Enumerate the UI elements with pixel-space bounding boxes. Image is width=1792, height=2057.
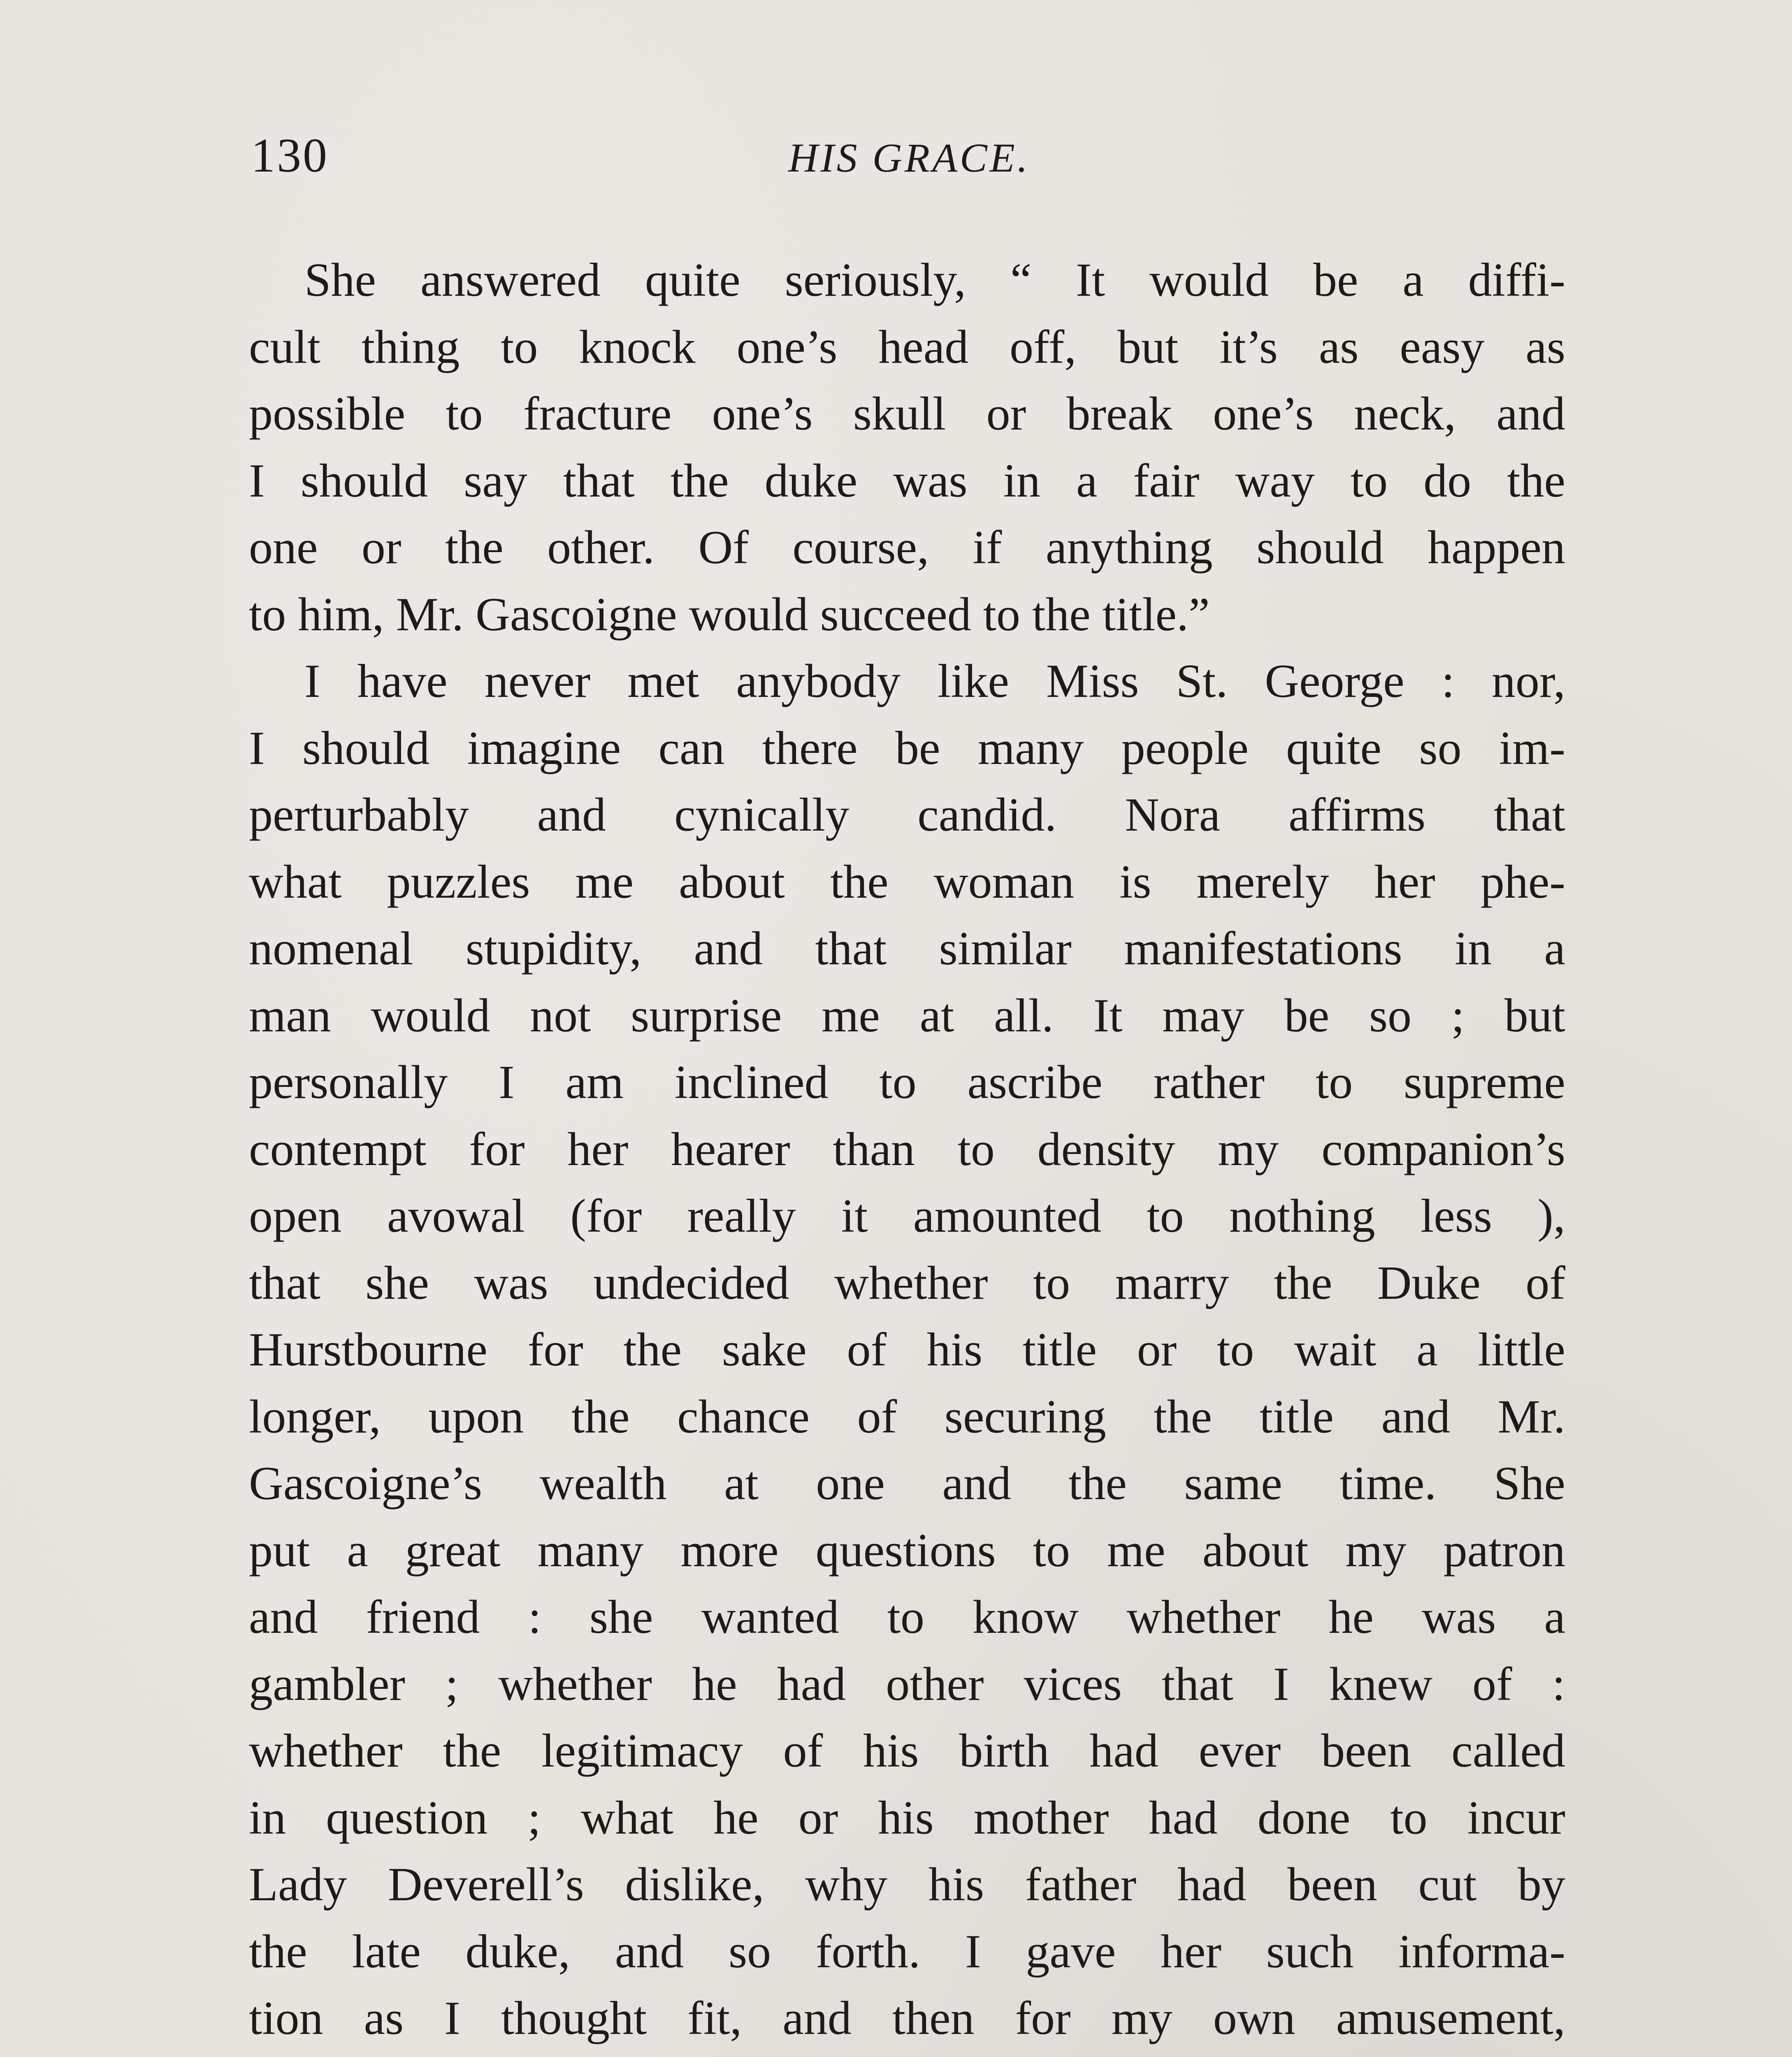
text-line: cult thing to knock one’s head off, but it’s as easy as xyxy=(249,320,1565,374)
text-line: what puzzles me about the woman is merely her phe- xyxy=(249,855,1565,908)
text-line: perturbably and cynically candid. Nora affirms that xyxy=(249,789,1565,841)
text-line: whether the legitimacy of his birth had ever been called xyxy=(249,1725,1565,1777)
text-line: and friend : she wanted to know whether he was a xyxy=(249,1591,1565,1644)
body-text xyxy=(249,247,1565,2057)
text-line: Gascoigne’s wealth at one and the same time. She xyxy=(249,1457,1565,1510)
text-line: to him, Mr. Gascoigne would succeed to the title.” xyxy=(249,588,1210,641)
page-number: 130 xyxy=(251,128,329,182)
text-line: one or the other. Of course, if anything should happen xyxy=(249,521,1565,574)
text-line: Hurstbourne for the sake of his title or to wait a little xyxy=(249,1323,1565,1376)
text-line: in question ; what he or his mother had done to incur xyxy=(249,1791,1565,1844)
running-head: HIS GRACE. xyxy=(788,135,1030,181)
text-line: that she was undecided whether to marry the Duke of xyxy=(249,1256,1565,1309)
text-line: She answered quite seriously, “ It would be a diffi- xyxy=(304,254,1565,306)
text-line: gambler ; whether he had other vices that I knew of : xyxy=(249,1658,1565,1711)
text-line: contempt for her hearer than to density my companion’s xyxy=(249,1123,1565,1176)
text-line: I should imagine can there be many people quite so im- xyxy=(249,722,1565,775)
text-line: the late duke, and so forth. I gave her such informa- xyxy=(249,1925,1565,1978)
text-line: longer, upon the chance of securing the title and Mr. xyxy=(249,1390,1565,1443)
text-line xyxy=(249,2052,1565,2057)
page-header xyxy=(251,128,1567,185)
text-line: put a great many more questions to me about my patron xyxy=(249,1524,1565,1577)
text-line: tion as I thought fit, and then for my own amusement, xyxy=(249,1992,1565,2045)
text-line: open avowal (for really it amounted to nothing less ), xyxy=(249,1190,1565,1242)
text-line: personally I am inclined to ascribe rather to supreme xyxy=(249,1056,1565,1109)
text-line: nomenal stupidity, and that similar manifestations in a xyxy=(249,922,1565,975)
text-line: I should say that the duke was in a fair way to do the xyxy=(249,454,1565,507)
text-line: I have never met anybody like Miss St. George : nor, xyxy=(304,655,1565,708)
text-line: man would not surprise me at all. It may be so ; but xyxy=(249,989,1565,1042)
text-line: possible to fracture one’s skull or break one’s neck, and xyxy=(249,388,1565,440)
text-line: Lady Deverell’s dislike, why his father had been cut by xyxy=(249,1858,1565,1911)
